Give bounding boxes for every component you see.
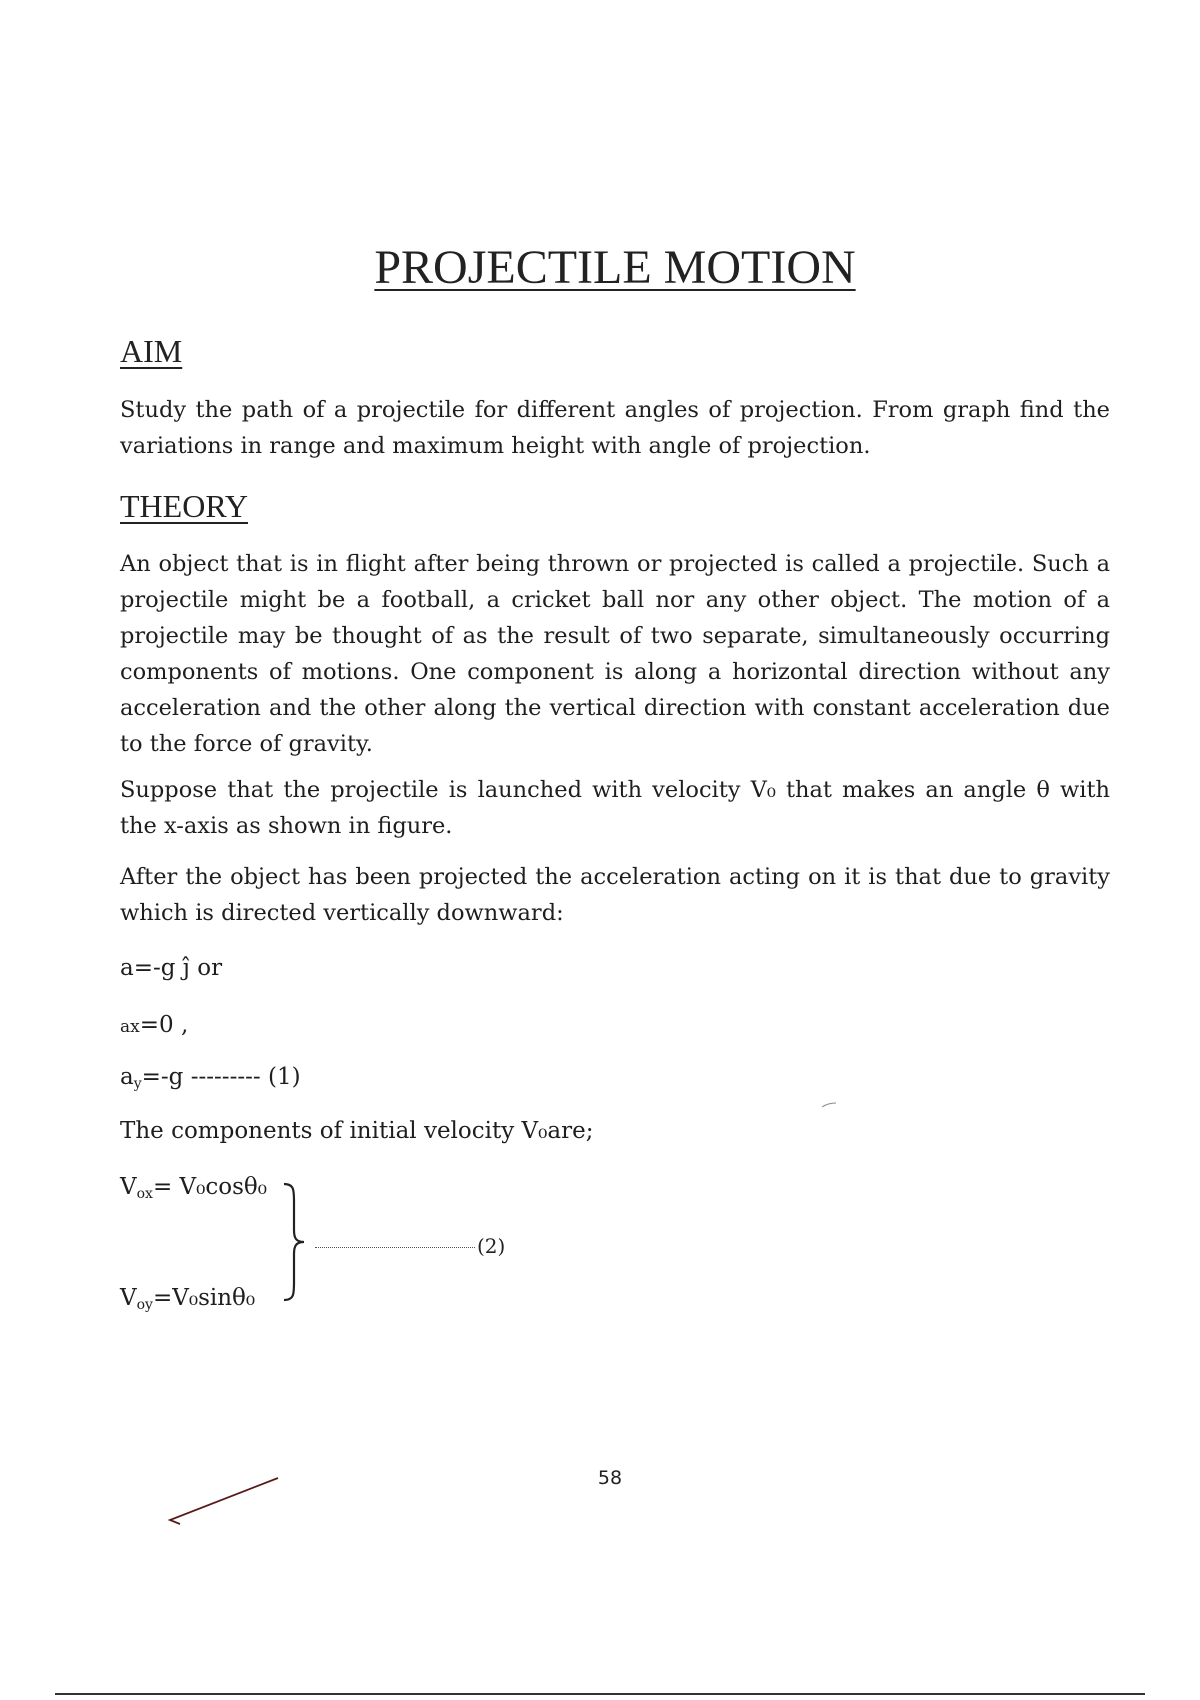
scan-speck (820, 1100, 840, 1110)
vox-equation (120, 1174, 267, 1202)
voy-equation (120, 1285, 255, 1313)
page-number: 58 (597, 1467, 623, 1489)
ax-value: =0 , (139, 1012, 189, 1038)
aim-heading: AIM (120, 333, 183, 369)
footer-rule (55, 1693, 1145, 1695)
leader-dots (315, 1247, 475, 1248)
theory-heading: THEORY (120, 488, 248, 524)
equation-2-reference (315, 1234, 505, 1258)
acceleration-vector-equation: a=-g ĵ or (120, 955, 223, 981)
theory-paragraph-2: Suppose that the projectile is launched with velocity V₀ that makes an angle θ with the x-axis as shown in figure. (120, 777, 1110, 839)
ay-symbol: a (120, 1064, 134, 1090)
theory-paragraph-1: An object that is in flight after being thrown or projected is called a projectile. Such a projectile might be a football, a cricket ball nor any other object. The motion of a projectile may be thought of as the result of two separate, simultaneously occurring components of motions. One component is along a horizontal direction without any acceleration and the other along the vertical direction with constant acceleration due to the force of gravity. (120, 551, 1110, 757)
ax-equation (120, 1012, 188, 1038)
right-brace-icon (280, 1180, 310, 1305)
initial-velocity-components-intro: The components of initial velocity V₀are; (120, 1118, 594, 1144)
ay-value: =-g --------- (1) (141, 1064, 301, 1090)
voy-subscript: oy (136, 1297, 153, 1313)
aim-text: Study the path of a projectile for different angles of projection. From graph find the variations in range and maximum height with angle of projection. (120, 397, 1110, 459)
theory-paragraph-3: After the object has been projected the acceleration acting on it is that due to gravity which is directed vertically downward: (120, 864, 1110, 926)
ay-equation (120, 1064, 301, 1092)
vox-value: = V₀cosθ₀ (152, 1174, 267, 1200)
vox-subscript: ox (136, 1186, 153, 1202)
equation-2-label: (2) (477, 1234, 506, 1258)
pen-mark (160, 1470, 290, 1530)
page-title: PROJECTILE MOTION (374, 241, 856, 294)
voy-symbol: V (120, 1285, 137, 1311)
vox-symbol: V (120, 1174, 137, 1200)
ax-symbol: ax (120, 1017, 140, 1037)
voy-value: =V₀sinθ₀ (152, 1285, 256, 1311)
ay-subscript: y (133, 1076, 142, 1092)
